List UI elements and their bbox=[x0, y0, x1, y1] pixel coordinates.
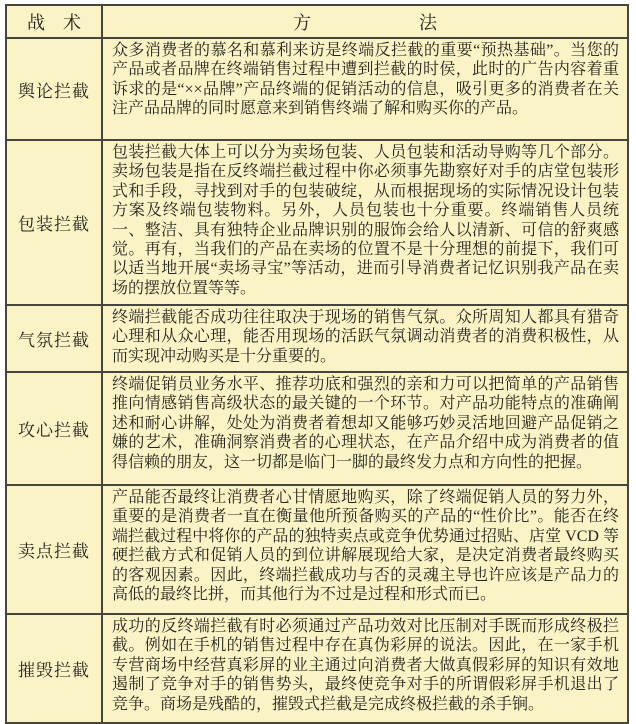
tactic-cell: 卖点拦截 bbox=[6, 485, 102, 614]
method-cell: 产品能否最终让消费者心甘情愿地购买，除了终端促销人员的努力外，重要的是消费者一直在衡量他所预备购买的产品的“性价比”。能否在终端拦截过程中将你的产品的独特卖点或竞争优势通过招贴、店堂 VCD 等硬拦截方式和促销人员的到位讲解展现给大家，是决定消费者最终购买的客观因素。因此，终端拦截成功与否的灵魂主导也许应该是产品力的高低的最终比拼，而其他行为不过是过程和形式而已。 bbox=[102, 485, 628, 614]
tactic-cell: 气氛拦截 bbox=[6, 305, 102, 372]
method-cell: 成功的反终端拦截有时必须通过产品功效对比压制对手既而形成终极拦截。例如在手机的销售过程中存在真伪彩屏的说法。因此，在一家手机专营商场中经营真彩屏的业主通过向消费者大做真假彩屏的知识有效地遏制了竞争对手的销售势头，最终使竞争对手的所谓假彩屏手机退出了竞争。商场是残酷的，摧毁式拦截是完成终极拦截的杀手锏。 bbox=[102, 614, 628, 723]
table-body bbox=[6, 38, 628, 723]
header-cell-method: 方 法 bbox=[102, 5, 628, 38]
table-header bbox=[6, 5, 628, 38]
table-row bbox=[6, 614, 628, 723]
tactic-cell: 舆论拦截 bbox=[6, 38, 102, 140]
tactic-cell: 攻心拦截 bbox=[6, 372, 102, 485]
table-row bbox=[6, 485, 628, 614]
method-cell: 终端拦截能否成功往往取决于现场的销售气氛。众所周知人都具有猎奇心理和从众心理，能否用现场的活跃气氛调动消费者的消费积极性，从而实现冲动购买是十分重要的。 bbox=[102, 305, 628, 372]
table-row bbox=[6, 305, 628, 372]
tactic-cell: 包装拦截 bbox=[6, 140, 102, 305]
header-cell-tactic: 战 术 bbox=[6, 5, 102, 38]
table-row bbox=[6, 372, 628, 485]
method-cell: 终端促销员业务水平、推荐功底和强烈的亲和力可以把简单的产品销售推向情感销售高级状态的最关键的一个环节。对产品功能特点的准确阐述和耐心讲解，处处为消费者着想却又能够巧妙灵活地回避产品促销之嫌的艺术，准确洞察消费者的心理状态，在产品介绍中成为消费者的值得信赖的朋友，这一切都是临门一脚的最终发力点和方向性的把握。 bbox=[102, 372, 628, 485]
method-cell: 包装拦截大体上可以分为卖场包装、人员包装和活动导购等几个部分。卖场包装是指在反终端拦截过程中你必须事先勘察好对手的店堂包装形式和手段，寻找到对手的包装破绽，从而根据现场的实际情况设计包装方案及终端包装物料。另外，人员包装也十分重要。终端销售人员统一、整洁、具有独特企业品牌识别的服饰会给人以清新、可信的舒爽感觉。再有，当我们的产品在卖场的位置不是十分理想的前提下，我们可以适当地开展“卖场寻宝”等活动，进而引导消费者记忆识别我产品在卖场的摆放位置等等。 bbox=[102, 140, 628, 305]
header-row bbox=[6, 5, 628, 38]
table-row bbox=[6, 140, 628, 305]
method-cell: 众多消费者的慕名和慕利来访是终端反拦截的重要“预热基础”。当您的产品或者品牌在终端销售过程中遭到拦截的时侯，此时的广告内容着重诉求的是“××品牌”产品终端的促销活动的信息，吸引更多的消费者在关注产品品牌的同时愿意来到销售终端了解和购买你的产品。 bbox=[102, 38, 628, 140]
tactic-cell: 摧毁拦截 bbox=[6, 614, 102, 723]
table-row bbox=[6, 38, 628, 140]
tactics-methods-table bbox=[5, 4, 629, 724]
